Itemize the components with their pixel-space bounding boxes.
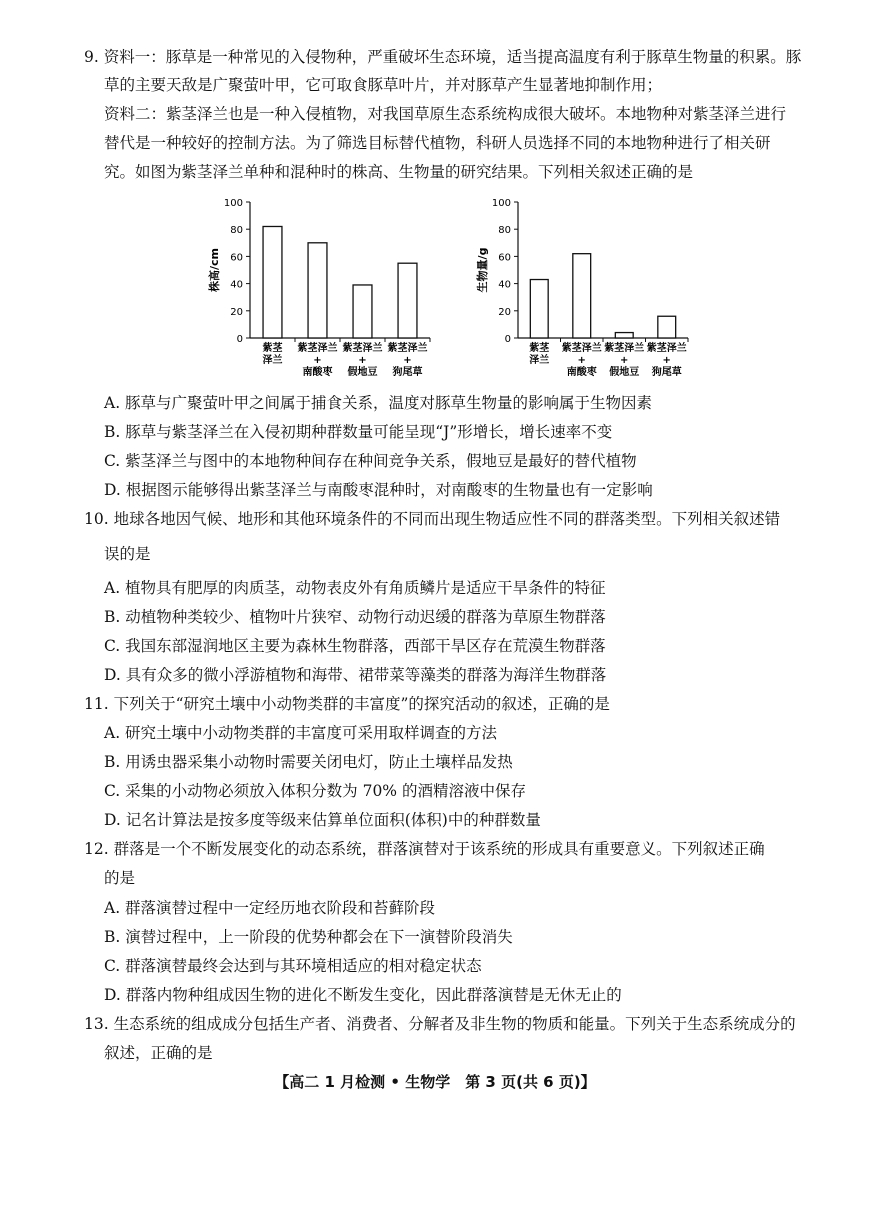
y-axis-label: 株高/cm — [208, 248, 221, 292]
x-category-label: 假地豆 — [347, 367, 378, 378]
bar — [530, 280, 548, 338]
biomass-bar-chart — [468, 192, 698, 384]
q9-option-a: A. 豚草与广聚萤叶甲之间属于捕食关系，温度对豚草生物量的影响属于生物因素 — [104, 394, 653, 412]
x-category-label: + — [403, 355, 412, 366]
q10-option-d: D. 具有众多的微小浮游植物和海带、裙带菜等藻类的群落为海洋生物群落 — [104, 666, 607, 684]
q9-line-4: 替代是一种较好的控制方法。为了筛选目标替代植物，科研人员选择不同的本地物种进行了相关研 — [104, 134, 771, 152]
x-category-label: + — [577, 355, 586, 366]
height-bar-chart — [200, 192, 440, 384]
y-tick-label: 80 — [230, 225, 243, 237]
q12-line-2: 的是 — [104, 869, 136, 887]
y-tick-label: 100 — [223, 198, 243, 209]
x-category-label: 南酸枣 — [566, 367, 597, 378]
x-category-label: 泽兰 — [262, 355, 283, 366]
q11-option-c: C. 采集的小动物必须放入体积分数为 70% 的酒精溶液中保存 — [104, 782, 526, 800]
q9-option-c: C. 紫茎泽兰与图中的本地物种间存在种间竞争关系，假地豆是最好的替代植物 — [104, 452, 637, 470]
x-category-label: 紫茎泽兰 — [297, 343, 338, 354]
y-tick-label: 0 — [504, 334, 511, 345]
y-tick-label: 20 — [498, 306, 511, 318]
q10-option-b: B. 动植物种类较少、植物叶片狭窄、动物行动迟缓的群落为草原生物群落 — [104, 608, 606, 626]
y-tick-label: 60 — [230, 252, 243, 264]
x-category-label: + — [662, 355, 671, 366]
y-axis-label: 生物量/g — [476, 247, 489, 293]
x-category-label: 南酸枣 — [302, 367, 333, 378]
q12-option-d: D. 群落内物种组成因生物的进化不断发生变化，因此群落演替是无休无止的 — [104, 986, 622, 1004]
q9-line-1: 9. 资料一：豚草是一种常见的入侵物种，严重破坏生态环境，适当提高温度有利于豚草生物量的积累。豚 — [84, 48, 802, 66]
q9-option-b: B. 豚草与紫茎泽兰在入侵初期种群数量可能呈现“J”形增长，增长速率不变 — [104, 423, 613, 441]
x-category-label: 泽兰 — [529, 355, 550, 366]
y-tick-label: 60 — [498, 252, 511, 264]
y-tick-label: 40 — [230, 279, 243, 291]
x-category-label: 紫茎 — [262, 343, 283, 354]
page-footer: 【高二 1 月检测 • 生物学 第 3 页(共 6 页)】 — [274, 1073, 596, 1091]
q10-option-c: C. 我国东部湿润地区主要为森林生物群落，西部干旱区存在荒漠生物群落 — [104, 637, 606, 655]
q9-option-d: D. 根据图示能够得出紫茎泽兰与南酸枣混种时，对南酸枣的生物量也有一定影响 — [104, 481, 653, 499]
bar — [263, 226, 282, 338]
q9-line-5: 究。如图为紫茎泽兰单种和混种时的株高、生物量的研究结果。下列相关叙述正确的是 — [104, 163, 694, 181]
x-category-label: 紫茎泽兰 — [646, 343, 687, 354]
y-tick-label: 20 — [230, 306, 243, 318]
q10-line-2: 误的是 — [104, 545, 151, 563]
y-tick-label: 80 — [498, 225, 511, 237]
x-category-label: + — [313, 355, 322, 366]
bar — [573, 254, 591, 338]
bar — [398, 263, 417, 338]
bar — [353, 285, 372, 338]
q11-option-d: D. 记名计算法是按多度等级来估算单位面积(体积)中的种群数量 — [104, 811, 541, 829]
q12-option-c: C. 群落演替最终会达到与其环境相适应的相对稳定状态 — [104, 957, 482, 975]
x-category-label: 紫茎泽兰 — [561, 343, 602, 354]
x-category-label: 狗尾草 — [651, 367, 682, 378]
y-tick-label: 0 — [236, 334, 243, 345]
x-category-label: 假地豆 — [609, 367, 640, 378]
x-category-label: + — [620, 355, 629, 366]
q11-option-b: B. 用诱虫器采集小动物时需要关闭电灯，防止土壤样品发热 — [104, 753, 513, 771]
bar — [658, 316, 676, 338]
x-category-label: + — [358, 355, 367, 366]
q13-line-1: 13. 生态系统的组成成分包括生产者、消费者、分解者及非生物的物质和能量。下列关于生态系统成分的 — [84, 1015, 796, 1033]
bar — [615, 333, 633, 338]
y-tick-label: 100 — [491, 198, 511, 209]
q12-option-b: B. 演替过程中，上一阶段的优势种都会在下一演替阶段消失 — [104, 928, 513, 946]
q12-line-1: 12. 群落是一个不断发展变化的动态系统，群落演替对于该系统的形成具有重要意义。下列叙述正确 — [84, 840, 765, 858]
x-category-label: 紫茎泽兰 — [387, 343, 428, 354]
q11-line-1: 11. 下列关于“研究土壤中小动物类群的丰富度”的探究活动的叙述，正确的是 — [84, 695, 610, 713]
bar — [308, 243, 327, 338]
q10-line-1: 10. 地球各地因气候、地形和其他环境条件的不同而出现生物适应性不同的群落类型。下列相关叙述错 — [84, 510, 781, 528]
q9-line-2: 草的主要天敌是广聚萤叶甲，它可取食豚草叶片，并对豚草产生显著地抑制作用； — [104, 76, 663, 94]
x-category-label: 紫茎泽兰 — [342, 343, 383, 354]
q13-line-2: 叙述，正确的是 — [104, 1044, 213, 1062]
q9-line-3: 资料二：紫茎泽兰也是一种入侵植物，对我国草原生态系统构成很大破坏。本地物种对紫茎泽兰进行 — [104, 105, 787, 123]
q10-option-a: A. 植物具有肥厚的肉质茎，动物表皮外有角质鳞片是适应干旱条件的特征 — [104, 579, 606, 597]
q11-option-a: A. 研究土壤中小动物类群的丰富度可采用取样调查的方法 — [104, 724, 498, 742]
x-category-label: 紫茎泽兰 — [604, 343, 645, 354]
q12-option-a: A. 群落演替过程中一定经历地衣阶段和苔藓阶段 — [104, 899, 436, 917]
x-category-label: 紫茎 — [529, 343, 550, 354]
x-category-label: 狗尾草 — [392, 367, 423, 378]
y-tick-label: 40 — [498, 279, 511, 291]
